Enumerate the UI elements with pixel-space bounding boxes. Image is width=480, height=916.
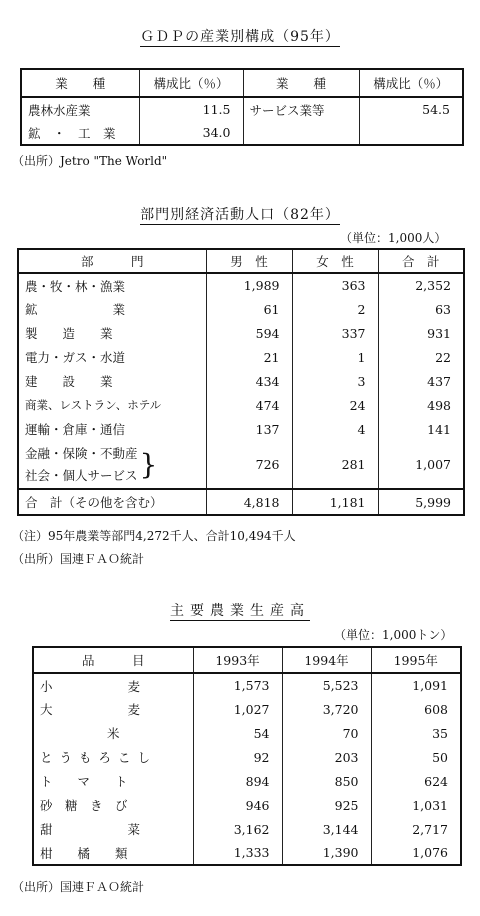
table-row <box>18 369 464 393</box>
agri-cell: 米 <box>33 721 193 745</box>
agri-cell: 70 <box>282 721 371 745</box>
agri-cell: 1,333 <box>193 841 282 865</box>
agri-cell: 35 <box>371 721 461 745</box>
agri-cell: 850 <box>282 769 371 793</box>
labor-cell: 498 <box>378 393 464 417</box>
table-row <box>33 673 461 697</box>
labor-cell: 製 造 業 <box>18 321 206 345</box>
agri-cell: 2,717 <box>371 817 461 841</box>
gdp-cell <box>243 121 359 145</box>
labor-cell: 建 設 業 <box>18 369 206 393</box>
agri-cell: 894 <box>193 769 282 793</box>
labor-cell: 137 <box>206 417 292 441</box>
table-row <box>18 321 464 345</box>
agri-cell: 92 <box>193 745 282 769</box>
labor-header-total: 合 計 <box>378 249 464 273</box>
labor-cell: 電力・ガス・水道 <box>18 345 206 369</box>
agri-cell: 608 <box>371 697 461 721</box>
agri-cell: 1,573 <box>193 673 282 697</box>
agri-unit: （単位：1,000トン） <box>334 628 453 642</box>
agri-header-item: 品 目 <box>33 647 193 673</box>
agri-cell: 1,390 <box>282 841 371 865</box>
gdp-cell: 54.5 <box>359 97 463 121</box>
agri-cell: 砂 糖 き び <box>33 793 193 817</box>
labor-unit: （単位：1,000人） <box>340 231 447 245</box>
labor-cell: 434 <box>206 369 292 393</box>
table-row-total <box>18 489 464 515</box>
labor-cell: 61 <box>206 297 292 321</box>
labor-total-female: 1,181 <box>292 489 378 515</box>
agri-header-1995: 1995年 <box>371 647 461 673</box>
labor-total-all: 5,999 <box>378 489 464 515</box>
agri-table <box>32 646 462 866</box>
labor-merged-line1: 金融・保険・不動産 <box>25 445 138 461</box>
gdp-header-sector-2: 業 種 <box>243 69 359 97</box>
gdp-cell <box>359 121 463 145</box>
labor-cell: 22 <box>378 345 464 369</box>
gdp-header-share-1: 構成比（％） <box>139 69 243 97</box>
labor-cell: 4 <box>292 417 378 441</box>
agri-cell: 大 麦 <box>33 697 193 721</box>
gdp-header-share-2: 構成比（％） <box>359 69 463 97</box>
agri-header-1994: 1994年 <box>282 647 371 673</box>
table-row <box>33 841 461 865</box>
agri-cell: 3,144 <box>282 817 371 841</box>
gdp-header-sector-1: 業 種 <box>21 69 139 97</box>
labor-cell: 437 <box>378 369 464 393</box>
agri-cell: 925 <box>282 793 371 817</box>
labor-header-sector: 部 門 <box>18 249 206 273</box>
agri-cell: 3,720 <box>282 697 371 721</box>
table-row <box>33 817 461 841</box>
table-row <box>33 793 461 817</box>
gdp-cell: 農林水産業 <box>21 97 139 121</box>
labor-header-female: 女 性 <box>292 249 378 273</box>
labor-cell: 63 <box>378 297 464 321</box>
table-row <box>33 721 461 745</box>
agri-source: （出所）国連ＦＡＯ統計 <box>12 880 145 894</box>
labor-note: （注）95年農業等部門4,272千人、合計10,494千人 <box>12 529 296 543</box>
labor-cell: 1 <box>292 345 378 369</box>
labor-cell: 3 <box>292 369 378 393</box>
labor-cell: 商業、レストラン、ホテル <box>18 393 206 417</box>
table-row <box>33 745 461 769</box>
agri-header-1993: 1993年 <box>193 647 282 673</box>
gdp-cell: サービス業等 <box>243 97 359 121</box>
table-row <box>18 273 464 297</box>
table-row <box>18 441 464 489</box>
agri-cell: 1,091 <box>371 673 461 697</box>
table-row <box>18 417 464 441</box>
agri-cell: 甜 菜 <box>33 817 193 841</box>
labor-cell: 24 <box>292 393 378 417</box>
labor-merged-label <box>18 441 206 489</box>
labor-merged-line2: 社会・個人サービス <box>25 467 138 483</box>
agri-cell: 1,027 <box>193 697 282 721</box>
table-row <box>18 393 464 417</box>
agri-cell: 小 麦 <box>33 673 193 697</box>
agri-cell: 1,031 <box>371 793 461 817</box>
gdp-cell: 34.0 <box>139 121 243 145</box>
agri-cell: 5,523 <box>282 673 371 697</box>
agri-cell: とうもろこし <box>33 745 193 769</box>
gdp-table <box>20 68 464 146</box>
table-row <box>21 121 463 145</box>
table-row <box>33 697 461 721</box>
labor-cell: 363 <box>292 273 378 297</box>
gdp-cell: 11.5 <box>139 97 243 121</box>
labor-cell: 726 <box>206 441 292 489</box>
labor-header-male: 男 性 <box>206 249 292 273</box>
gdp-title: ＧＤＰの産業別構成（95年） <box>140 29 340 45</box>
labor-source: （出所）国連ＦＡＯ統計 <box>12 552 145 566</box>
agri-cell: 624 <box>371 769 461 793</box>
labor-cell: 1,989 <box>206 273 292 297</box>
labor-cell: 鉱 業 <box>18 297 206 321</box>
agri-cell: 54 <box>193 721 282 745</box>
labor-cell: 2 <box>292 297 378 321</box>
labor-cell: 141 <box>378 417 464 441</box>
labor-cell: 337 <box>292 321 378 345</box>
agri-cell: 3,162 <box>193 817 282 841</box>
labor-cell: 2,352 <box>378 273 464 297</box>
labor-cell: 931 <box>378 321 464 345</box>
table-row <box>33 769 461 793</box>
labor-table <box>17 248 465 516</box>
labor-total-label: 合 計（その他を含む） <box>18 489 206 515</box>
agri-cell: 203 <box>282 745 371 769</box>
table-row <box>18 297 464 321</box>
agri-title: 主要農業生産高 <box>170 603 310 619</box>
agri-cell: 946 <box>193 793 282 817</box>
labor-cell: 21 <box>206 345 292 369</box>
agri-cell: 50 <box>371 745 461 769</box>
table-row <box>18 345 464 369</box>
agri-cell: ト マ ト <box>33 769 193 793</box>
table-row <box>21 97 463 121</box>
labor-cell: 1,007 <box>378 441 464 489</box>
gdp-source: （出所）Jetro "The World" <box>12 154 168 168</box>
labor-cell: 594 <box>206 321 292 345</box>
brace-icon: } <box>139 447 158 481</box>
agri-cell: 柑 橘 類 <box>33 841 193 865</box>
labor-cell: 運輸・倉庫・通信 <box>18 417 206 441</box>
labor-cell: 281 <box>292 441 378 489</box>
labor-cell: 農・牧・林・漁業 <box>18 273 206 297</box>
gdp-cell: 鉱 ・ 工 業 <box>21 121 139 145</box>
labor-title: 部門別経済活動人口（82年） <box>140 207 340 223</box>
agri-cell: 1,076 <box>371 841 461 865</box>
labor-total-male: 4,818 <box>206 489 292 515</box>
labor-cell: 474 <box>206 393 292 417</box>
